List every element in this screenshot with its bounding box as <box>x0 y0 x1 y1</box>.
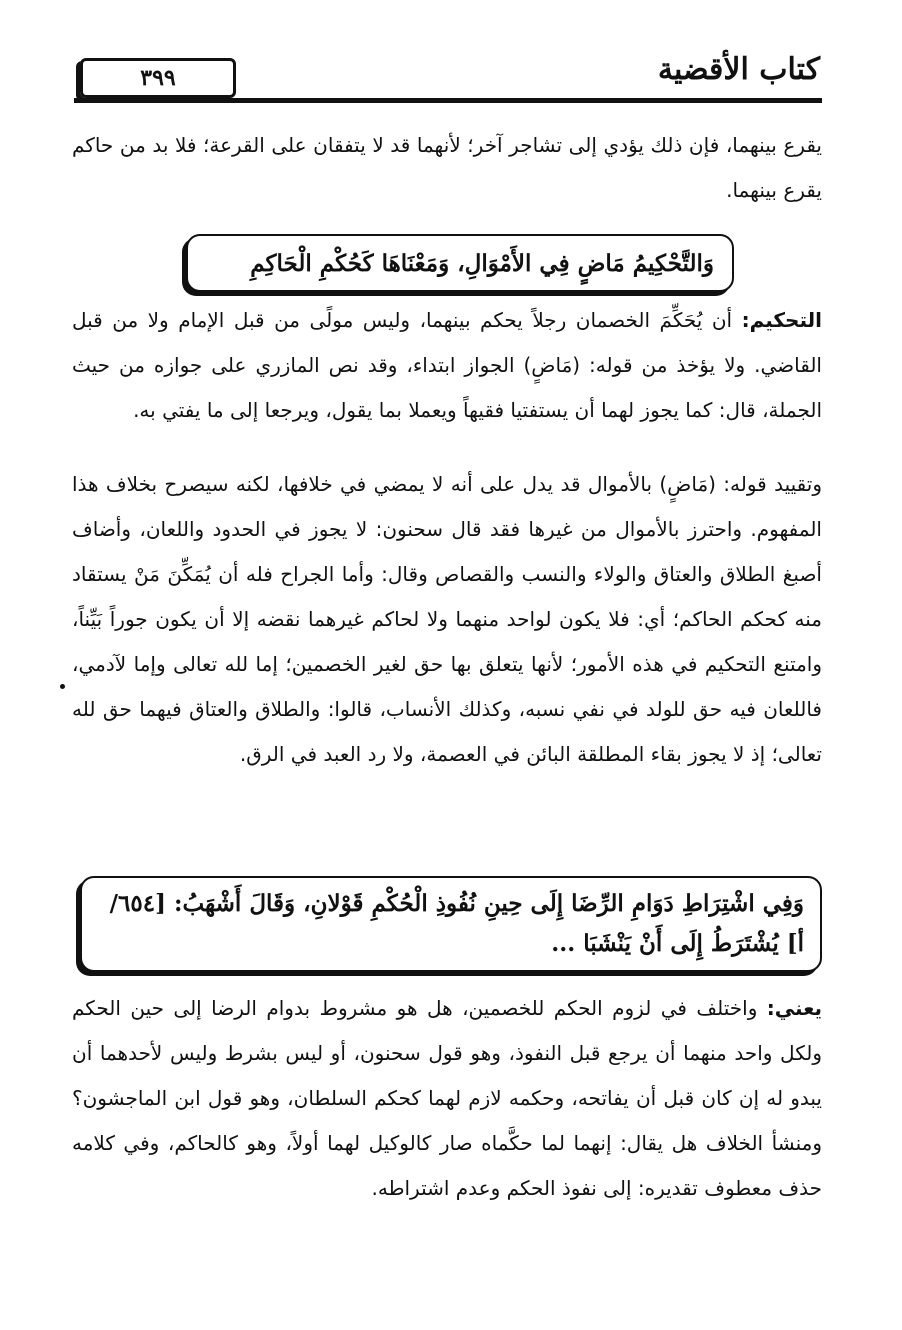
matn-text: وَفِي اشْتِرَاطِ دَوَامِ الرِّضَا إِلَى حِينِ نُفُوذِ الْحُكْمِ قَوْلانِ، وَقَالَ أَشْهَبُ: [٦٥٤/أ] يُشْتَرَطُ إِلَى أَنْ يَنْشَبَا ... <box>109 890 804 957</box>
paragraph-tahkim-scope <box>72 462 822 777</box>
matn-box-consent <box>80 876 822 972</box>
paragraph-term: يعني: <box>766 996 822 1020</box>
paragraph-text: أن يُحَكِّمَ الخصمان رجلاً يحكم بينهما، وليس مولًى من قبل الإمام ولا من قبل القاضي. ولا يؤخذ من قوله: (مَاضٍ) الجواز ابتداء، وقد نص المازري على جوازه من حيث الجملة، قال: كما يجوز لهما أن يستفتيا فقيهاً ويعملا بما يقول، ويرجعا إلى ما يفتي به. <box>72 308 822 422</box>
page-header <box>74 48 822 104</box>
paragraph-text: واختلف في لزوم الحكم للخصمين، هل هو مشروط بدوام الرضا إلى حين الحكم ولكل واحد منهما أن يرجع قبل النفوذ، وهو قول سحنون، أو ليس بشرط وليس لأحدهما أن يبدو له إن كان قبل أن يفاتحه، وحكمه لازم لهما كحكم السلطان، وهو قول ابن الماجشون؟ ومنشأ الخلاف هل يقال: إنهما لما حكَّماه صار كالوكيل لهما أولاً، وهو كالحاكم، وفي كلامه حذف معطوف تقديره: إلى نفوذ الحكم وعدم اشتراطه. <box>72 996 822 1200</box>
matn-box-tahkim <box>186 234 734 292</box>
book-title: كتاب الأقضية <box>657 52 820 87</box>
margin-dot <box>60 684 65 689</box>
matn-text: وَالتَّحْكِيمُ مَاضٍ فِي الأَمْوَالِ، وَمَعْنَاهَا كَحُكْمِ الْحَاكِمِ <box>250 250 714 277</box>
paragraph-text: يقرع بينهما، فإن ذلك يؤدي إلى تشاجر آخر؛ لأنهما قد لا يتفقان على القرعة؛ فلا بد من حاكم يقرع بينهما. <box>72 133 822 202</box>
header-rule <box>74 98 822 103</box>
paragraph-term: التحكيم: <box>741 308 822 332</box>
paragraph-consent-commentary <box>72 986 822 1211</box>
paragraph-tahkim-definition <box>72 298 822 433</box>
paragraph-text: وتقييد قوله: (مَاضٍ) بالأموال قد يدل على أنه لا يمضي في خلافها، لكنه سيصرح بخلاف هذا المفهوم. واحترز بالأموال من غيرها فقد قال سحنون: لا يجوز في الحدود واللعان، وأضاف أصبغ الطلاق والعتاق والولاء والنسب والقصاص وقال: وأما الجراح فله أن يُمَكِّنَ مَنْ يستقاد منه كحكم الحاكم؛ أي: فلا يكون لواحد منهما ولا لحاكم غيرهما نقضه إلا أن يكون جوراً بَيِّناً، وامتنع التحكيم في هذه الأمور؛ لأنها يتعلق بها حق لغير الخصمين؛ إما لله تعالى وإما لآدمي، فاللعان فيه حق للولد في نفي نسبه، وكذلك الأنساب، قالوا: والطلاق والعتاق فيهما حق لله تعالى؛ إذ لا يجوز بقاء المطلقة البائن في العصمة، ولا رد العبد في الرق. <box>72 472 822 766</box>
page-number: ٣٩٩ <box>80 58 236 98</box>
paragraph-continuation <box>72 123 822 213</box>
